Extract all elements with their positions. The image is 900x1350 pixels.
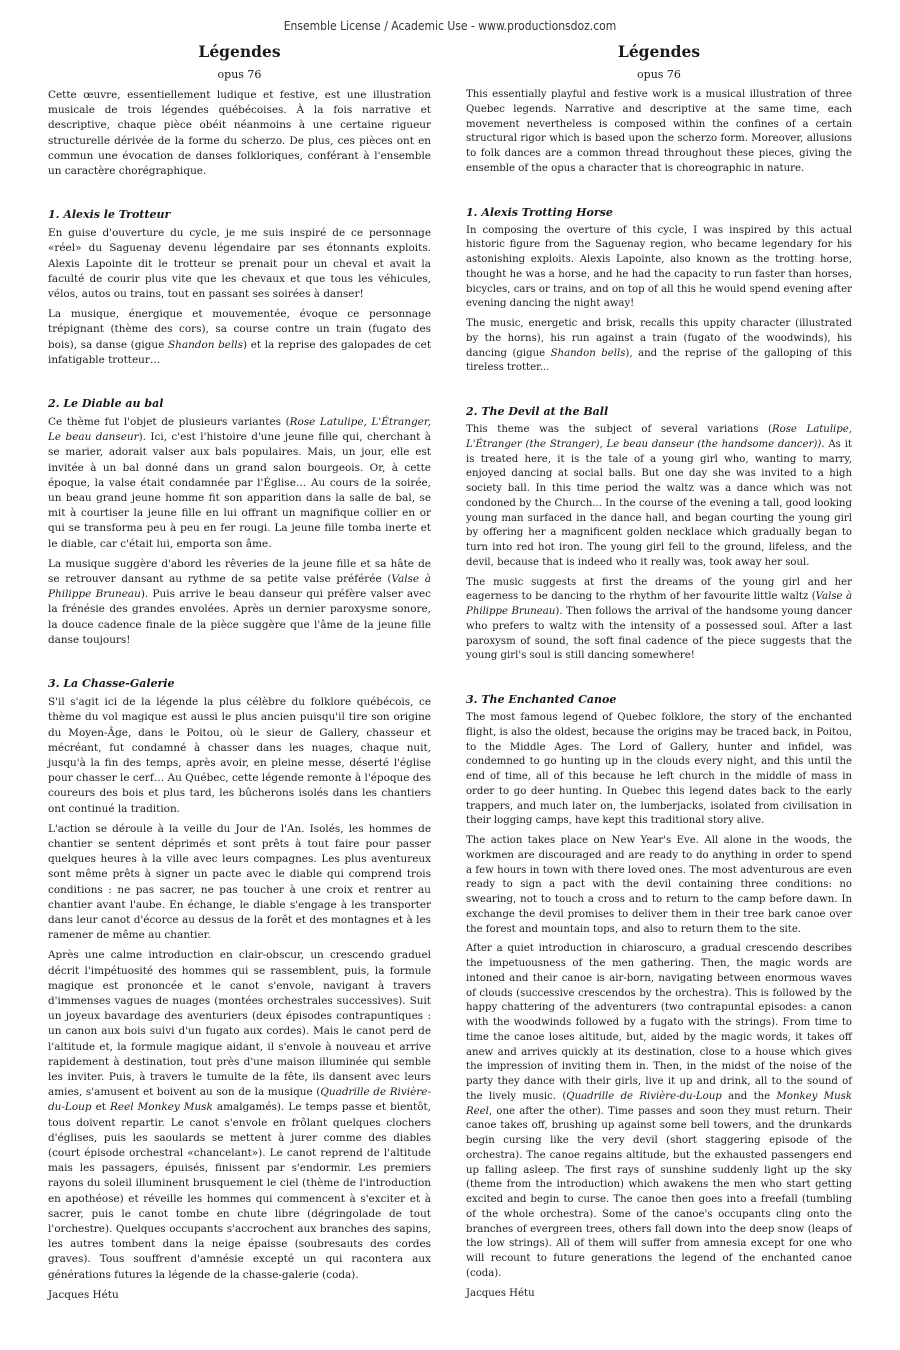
paragraph: The music, energetic and brisk, recalls this uppity character (illustrated by the horns), his run against a train (fugato of the woodwinds), his dancing (gigue Shandon bells), and the reprise of the galloping of this tireless trotter... [466,318,852,374]
section-heading: 1. Alexis le Trotteur [48,208,171,222]
section-heading: 3. La Chasse-Galerie [48,677,175,691]
intro-paragraph: This essentially playful and festive work is a musical illustration of three Quebec legends. Narrative and descriptive at the same time, each movement nevertheless is composed within the confines of a certain structural rigor which is based upon the scherzo form. Moreover, allusions to folk dances are a common thread throughout these pieces, giving the ensemble of the opus a character that is choreographic in nature. [466,89,852,174]
paragraph: The music suggests at first the dreams of the young girl and her eagerness to be dancing to the rhythm of her favourite little waltz (Valse à Philippe Bruneau). Then follows the arrival of the handsome young dancer who prefers to waltz with the intensity of a possessed soul. After a last paroxysm of sound, the soft final cadence of the piece suggests that the young girl's soul is still dancing somewhere! [466,576,853,662]
page-title: Légendes [617,42,701,61]
page-title: Légendes [198,42,281,61]
signature: Jacques Hétu [466,1287,535,1299]
paragraph: La musique, énergique et mouvementée, évoque ce personnage trépignant (thème des cors), sa course contre un train (fugato des bois), sa danse (gigue Shandon bells) et la reprise des galopades de cet infatigable trotteur… [48,308,432,366]
paragraph: En guise d'ouverture du cycle, je me suis inspiré de ce personnage «réel» du Saguenay devenu légendaire par ses étonnants exploits. Alexis Lapointe dit le trotteur se prenait pour un cheval et avait la faculté de courir plus vite que les chevaux et que tous les véhicules, vélos, autos ou trains, tout en passant ses soirées à danser! [48,227,431,301]
paragraph: S'il s'agit ici de la légende la plus célèbre du folklore québécois, ce thème du vol magique est aussi le plus ancien puisqu'il tire son origine du Moyen-Âge, dans le Poitou, où le sieur de Gallery, chasseur et mécréant, fut condamné à chasser dans les nuages, chaque nuit, jusqu'à la fin des temps, après avoir, en pleine messe, déserté l'église pour chasser le cerf… Au Québec, cette légende remonte à l'époque des coureurs des bois et plus tard, les bûcherons isolés dans les chantiers ont continué la tradition. [48,696,431,815]
paragraph: This theme was the subject of several variations (Rose Latulipe, L'Étranger (the Stranger), Le beau danseur (the handsome dancer)). As it is treated here, it is the tale of a young girl who, wanting to marry, enjoyed dancing at social balls. But one day she was invited to a high society ball. In this time period the waltz was a dance which was not condoned by the Church... In the course of the evening a tall, good looking young man surfaced in the dance hall, and began courting the young girl by offering her a magnificent golden necklace which gradually began to turn into red hot iron. The young girl fell to the ground, lifeless, and the devil, because that is indeed who it really was, took away her soul. [466,424,852,568]
paragraph: Ce thème fut l'objet de plusieurs variantes (Rose Latulipe, L'Étranger, Le beau danseur). Ici, c'est l'histoire d'une jeune fille qui, cherchant à se marier, adorait valser aux bals populaires. Mais, un jour, elle est invitée à un bal donné dans un grand salon bourgeois. Or, à cette époque, la valse était condamnée par l'Église… Au cours de la soirée, un beau grand jeune homme fit son apparition dans la salle de bal, se mit à courtiser la jeune fille en lui offrant un magnifique collier en or qui se transforma peu à peu en fer rougi. La jeune fille tomba inerte et le diable, car c'était lui, emporta son âme. [48,416,432,550]
paragraph: La musique suggère d'abord les rêveries de la jeune fille et sa hâte de se retrouver dansant au rythme de sa petite valse préférée (Valse à Philippe Bruneau). Puis arrive le beau danseur qui préfère valser avec la frénésie des grandes envolées. Après un dernier paroxysme sonore, la douce cadence finale de la pièce suggère que l'âme de la jeune fille danse toujours! [48,557,431,646]
paragraph: The action takes place on New Year's Eve. All alone in the woods, the workmen are discouraged and are ready to do anything in order to spend a few hours in town with there loved ones. The most adventurous are even ready to sign a pact with the devil containing three conditions: no swearing, not to touch a cross and to return to the camp before dawn. In exchange the devil promises to deliver them in their tree bark canoe over the forest and mountain tops, and also to return them to the site. [466,835,852,935]
opus-number: opus 76 [217,68,262,81]
section-heading: 1. Alexis Trotting Horse [466,205,613,219]
english-column [466,42,852,1306]
opus-number: opus 76 [637,68,681,81]
french-column [48,42,431,1308]
paragraph: L'action se déroule à la veille du Jour de l'An. Isolés, les hommes de chantier se sentent déprimés et sont prêts à tout faire pour passer quelques heures à la ville avec leurs compagnes. Les plus aventureux sont même prêts à signer un pacte avec le diable qui comprend trois conditions : ne pas sacrer, ne pas toucher à une croix et rentrer au chantier avant l'aube. En échange, le diable s'engage à les transporter dans leur canot d'écorce au dessus de la forêt et des montagnes et à les ramener de même au chantier. [48,822,431,942]
section-heading: 2. Le Diable au bal [48,397,164,411]
paragraph: Après une calme introduction en clair-obscur, un crescendo graduel décrit l'impétuosité des hommes qui se rassemblent, puis, la formule magique est prononcée et le canot s'envole, navigant à travers d'immenses vagues de nuages (montées orchestrales successives). Suit un joyeux bavardage des aventuriers (deux épisodes contrapuntiques : un canon aux bois suivi d'un fugato aux cordes). Mais le canot perd de l'altitude et, la formule magique aidant, il s'envole à nouveau et arrive rapidement à destination, tout près d'une maison illuminée qui semble les inviter. Puis, à travers le tumulte de la fête, ils dansent avec leurs amies, s'amusent et boivent au son de la musique (Quadrille de Rivière-du-Loup et Reel Monkey Musk amalgamés). Le temps passe et bientôt, tous doivent repartir. Le canot s'envole en frôlant quelques clochers d'églises, puis les saoulards se mettent à jurer comme des diables (court épisode orchestral «chancelant»). Le canot reprend de l'altitude mais les passagers, épuisés, finissent par s'endormir. Les premiers rayons du soleil illuminent brusquement le ciel (thème de l'introduction en apothéose) et réveille les hommes qui commencent à s'exciter et à sacrer, puis le canot tombe en chute libre (dégringolade de tout l'orchestre). Quelques occupants s'accrochent aux branches des sapins, les autres tombent dans la neige épaisse (soubresauts des cordes graves). Tous souffrent d'amnésie excepté un qui racontera aux générations futures la légende de la chasse-galerie (coda). [48,949,432,1281]
paragraph: In composing the overture of this cycle, I was inspired by this actual historic figure from the Saguenay region, who became legendary for his astonishing exploits. Alexis Lapointe, also known as the trotting horse, thought he was a horse, and he had the capacity to run faster than horses, bicycles, cars or trains, and on top of all this he would spend evening after evening dancing the night away! [466,224,852,310]
signature: Jacques Hétu [48,1288,119,1301]
paragraph: After a quiet introduction in chiaroscuro, a gradual crescendo describes the impetuousness of the men gathering. Then, the magic words are intoned and their canoe is air-born, navigating between enormous waves of clouds (successive crescendos by the orchestra). This is followed by the happy chattering of the adventurers (two contrapuntal episodes: a canon with the woodwinds followed by a fugato with the strings). From time to time the canoe loses altitude, but, aided by the magic words, it takes off anew and arrives quickly at its destination, close to a house which gives the impression of inviting them in. Then, in the midst of the noise of the party they dance with their girls, live it up and drink, all to the sound of the lively music. (Quadrille de Rivière-du-Loup and the Monkey Musk Reel, one after the other). Time passes and soon they must return. Their canoe takes off, brushing up against some bell towers, and the drunkards begin cursing like the very devil (short staggering episode of the orchestra). The canoe regains altitude, but the exhausted passengers end up falling asleep. The first rays of sunshine suddenly light up the sky (theme from the introduction) which awakens the men who start getting excited and begin to curse. The canoe then goes into a freefall (tumbling of the whole orchestra). Some of the canoe's occupants cling onto the branches of evergreen trees, others fall down into the deep snow (leaps of the low strings). All of them will suffer from amnesia except for one who will recount to future generations the legend of the enchanted canoe (coda). [466,943,852,1279]
license-header: Ensemble License / Academic Use - www.productionsdoz.com [283,19,617,33]
paragraph: The most famous legend of Quebec folklore, the story of the enchanted flight, is also the oldest, because the origins may be traced back, in Poitou, to the Middle Ages. The Lord of Gallery, hunter and infidel, was condemned to go hunting up in the clouds every night, and this until the end of time, all of this because he left church in the middle of mass in order to go deer hunting. In Quebec this legend dates back to the early trappers, and much later on, the lumberjacks, isolated from civilisation in their logging camps, have kept this traditional story alive. [466,712,852,827]
section-heading: 2. The Devil at the Ball [466,405,609,418]
section-heading: 3. The Enchanted Canoe [466,693,617,706]
intro-paragraph: Cette œuvre, essentiellement ludique et festive, est une illustration musicale de trois légendes québécoises. À la fois narrative et descriptive, chaque pièce obéit néanmoins à une certaine rigueur structurelle dérivée de la forme du scherzo. De plus, ces pièces ont en commun une évocation de danses folkloriques, conférant à l'ensemble un caractère chorégraphique. [48,89,431,178]
